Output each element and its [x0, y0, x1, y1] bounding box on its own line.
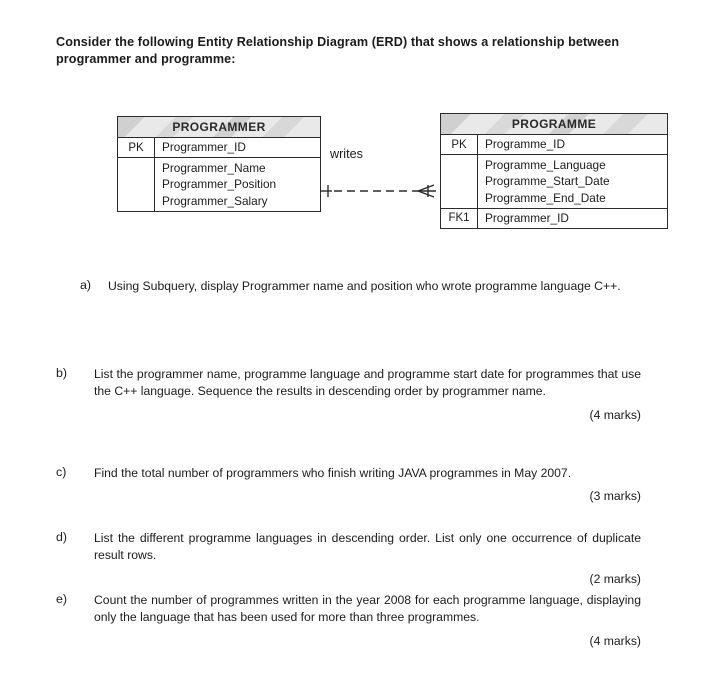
- entity-programme-pk-attr: Programme_ID: [485, 137, 565, 152]
- entity-programmer-title-bar: [118, 117, 320, 138]
- question-marker-b: b): [56, 366, 68, 380]
- entity-programme-fk-attr: Programmer_ID: [485, 211, 569, 226]
- entity-programme-title: PROGRAMME: [511, 117, 597, 131]
- entity-programmer: [117, 116, 321, 212]
- question-item-b: [56, 366, 641, 422]
- question-marks-c: (3 marks): [589, 489, 641, 504]
- question-marker-d: d): [56, 530, 68, 544]
- entity-programmer-title: PROGRAMMER: [172, 120, 266, 134]
- question-item-a: [80, 278, 625, 295]
- entity-programmer-attr-key: [118, 158, 155, 211]
- question-text-e: Count the number of programmes written in the year 2008 for each programme language, displaying only the language that has been used for more than three programmes.: [94, 593, 641, 625]
- question-item-d: [56, 530, 641, 586]
- erd-diagram: [0, 104, 720, 254]
- entity-programme-title-bar: [441, 114, 667, 135]
- entity-programmer-pk-row: [118, 138, 320, 158]
- question-marks-b: (4 marks): [589, 407, 641, 422]
- question-text-b: List the programmer name, programme language and programme start date for programmes that use the C++ language. Sequence the results in descending order by programmer name.: [94, 367, 641, 399]
- entity-programme-attr-2: Programme_Start_Date: [485, 174, 610, 189]
- entity-programme-pk-key: PK: [441, 135, 478, 154]
- entity-programme-attr-key: [441, 155, 478, 208]
- entity-programme: [440, 113, 668, 229]
- entity-programmer-attr-2: Programmer_Position: [162, 177, 277, 192]
- question-text-d: List the different programme languages in descending order. List only one occurrence of duplicate result rows.: [94, 531, 641, 563]
- entity-programme-attributes: [478, 155, 667, 208]
- entity-programmer-attr-row: [118, 158, 320, 211]
- entity-programmer-pk-key: PK: [118, 138, 155, 157]
- entity-programme-pk-row: [441, 135, 667, 155]
- entity-programme-attr-1: Programme_Language: [485, 158, 606, 172]
- entity-programmer-pk-attr: Programmer_ID: [162, 140, 246, 155]
- relationship-connector-icon: [318, 184, 442, 198]
- entity-programmer-attr-3: Programmer_Salary: [162, 193, 268, 208]
- entity-programme-attr-row: [441, 155, 667, 208]
- intro-paragraph: Consider the following Entity Relationship Diagram (ERD) that shows a relationship between programmer and programme:: [56, 35, 620, 67]
- entity-programme-fk-row: [441, 208, 667, 228]
- question-marker-c: c): [56, 465, 67, 479]
- entity-programme-attr-3: Programme_End_Date: [485, 190, 606, 205]
- question-marks-e: (4 marks): [589, 633, 641, 648]
- question-text-a: Using Subquery, display Programmer name and position who wrote programme language C++.: [108, 279, 621, 293]
- question-marker-e: e): [56, 592, 68, 606]
- question-item-c: [56, 465, 641, 503]
- entity-programmer-attributes: [155, 158, 320, 211]
- entity-programme-fk-key: FK1: [441, 209, 478, 228]
- question-item-e: [56, 592, 641, 648]
- relationship-label: writes: [330, 147, 363, 161]
- question-marker-a: a): [80, 278, 92, 292]
- entity-programmer-attr-1: Programmer_Name: [162, 161, 266, 175]
- question-text-c: Find the total number of programmers who finish writing JAVA programmes in May 2007.: [94, 466, 572, 480]
- question-marks-d: (2 marks): [589, 571, 641, 586]
